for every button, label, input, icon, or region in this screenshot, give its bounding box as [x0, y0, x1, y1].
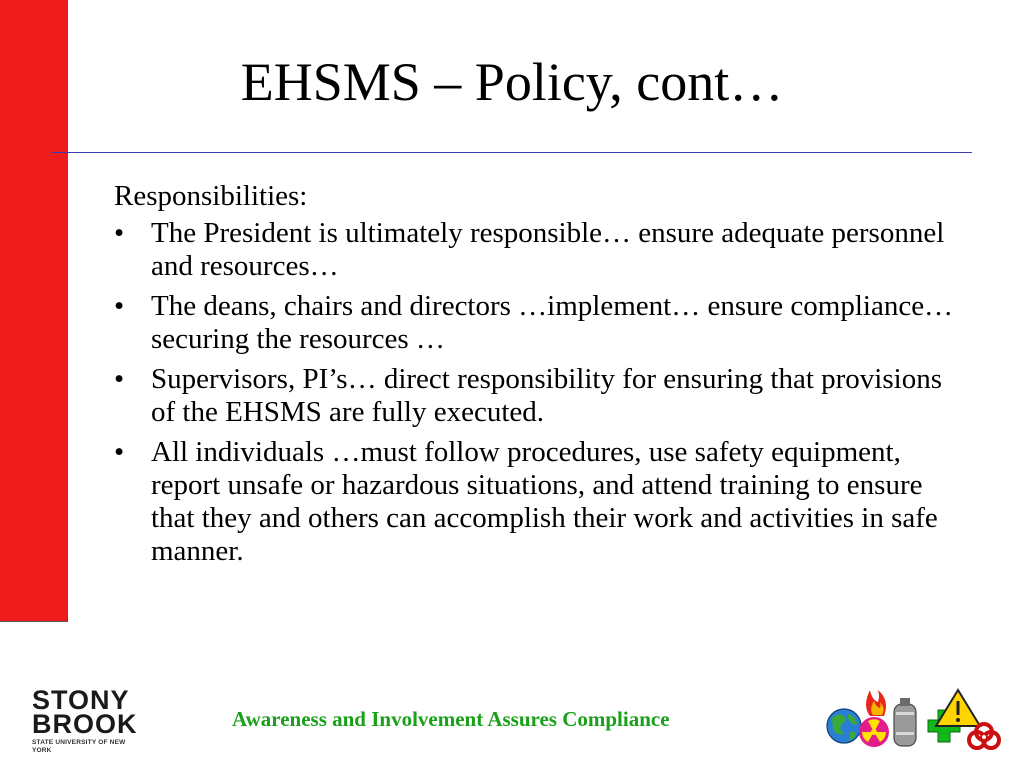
bullet-symbol: • [114, 290, 125, 322]
body-heading: Responsibilities: [114, 180, 308, 212]
safety-icons-cluster [824, 686, 1002, 752]
bullet-symbol: • [114, 363, 125, 395]
footer-tagline: Awareness and Involvement Assures Compliance [232, 707, 670, 731]
stony-brook-logo [32, 685, 144, 754]
bullet-text: Supervisors, PI’s… direct responsibility for ensuring that provisions of the EHSMS are fully executed. [151, 363, 942, 428]
gas-cylinder-icon [894, 698, 916, 746]
bullet-item [114, 363, 964, 429]
bullet-text: The President is ultimately responsible… ensure adequate personnel and resources… [151, 217, 945, 282]
radiation-icon [859, 717, 889, 747]
hazard-warning-icon [936, 690, 980, 726]
logo-subtitle: STATE UNIVERSITY OF NEW YORK [32, 739, 126, 754]
slide-title: EHSMS – Policy, cont… [240, 52, 784, 112]
biohazard-icon [969, 724, 999, 748]
flame-icon [866, 690, 886, 716]
logo-line-1: STONY [32, 685, 130, 715]
bullet-list [114, 217, 964, 568]
bullet-item [114, 436, 964, 568]
bullet-text: The deans, chairs and directors …implement… ensure compliance… securing the resources … [151, 290, 954, 355]
globe-icon [827, 709, 861, 743]
title-divider [52, 152, 972, 153]
bullet-item [114, 290, 964, 356]
bullet-text: All individuals …must follow procedures, use safety equipment, report unsafe or hazardous situations, and attend training to ensure that they and others can accomplish their work and activities in safe manner. [151, 436, 938, 567]
slide-body [114, 180, 964, 575]
bullet-symbol: • [114, 436, 125, 468]
bullet-item [114, 217, 964, 283]
logo-line-2: BROOK [32, 709, 138, 739]
bullet-symbol: • [114, 217, 125, 249]
